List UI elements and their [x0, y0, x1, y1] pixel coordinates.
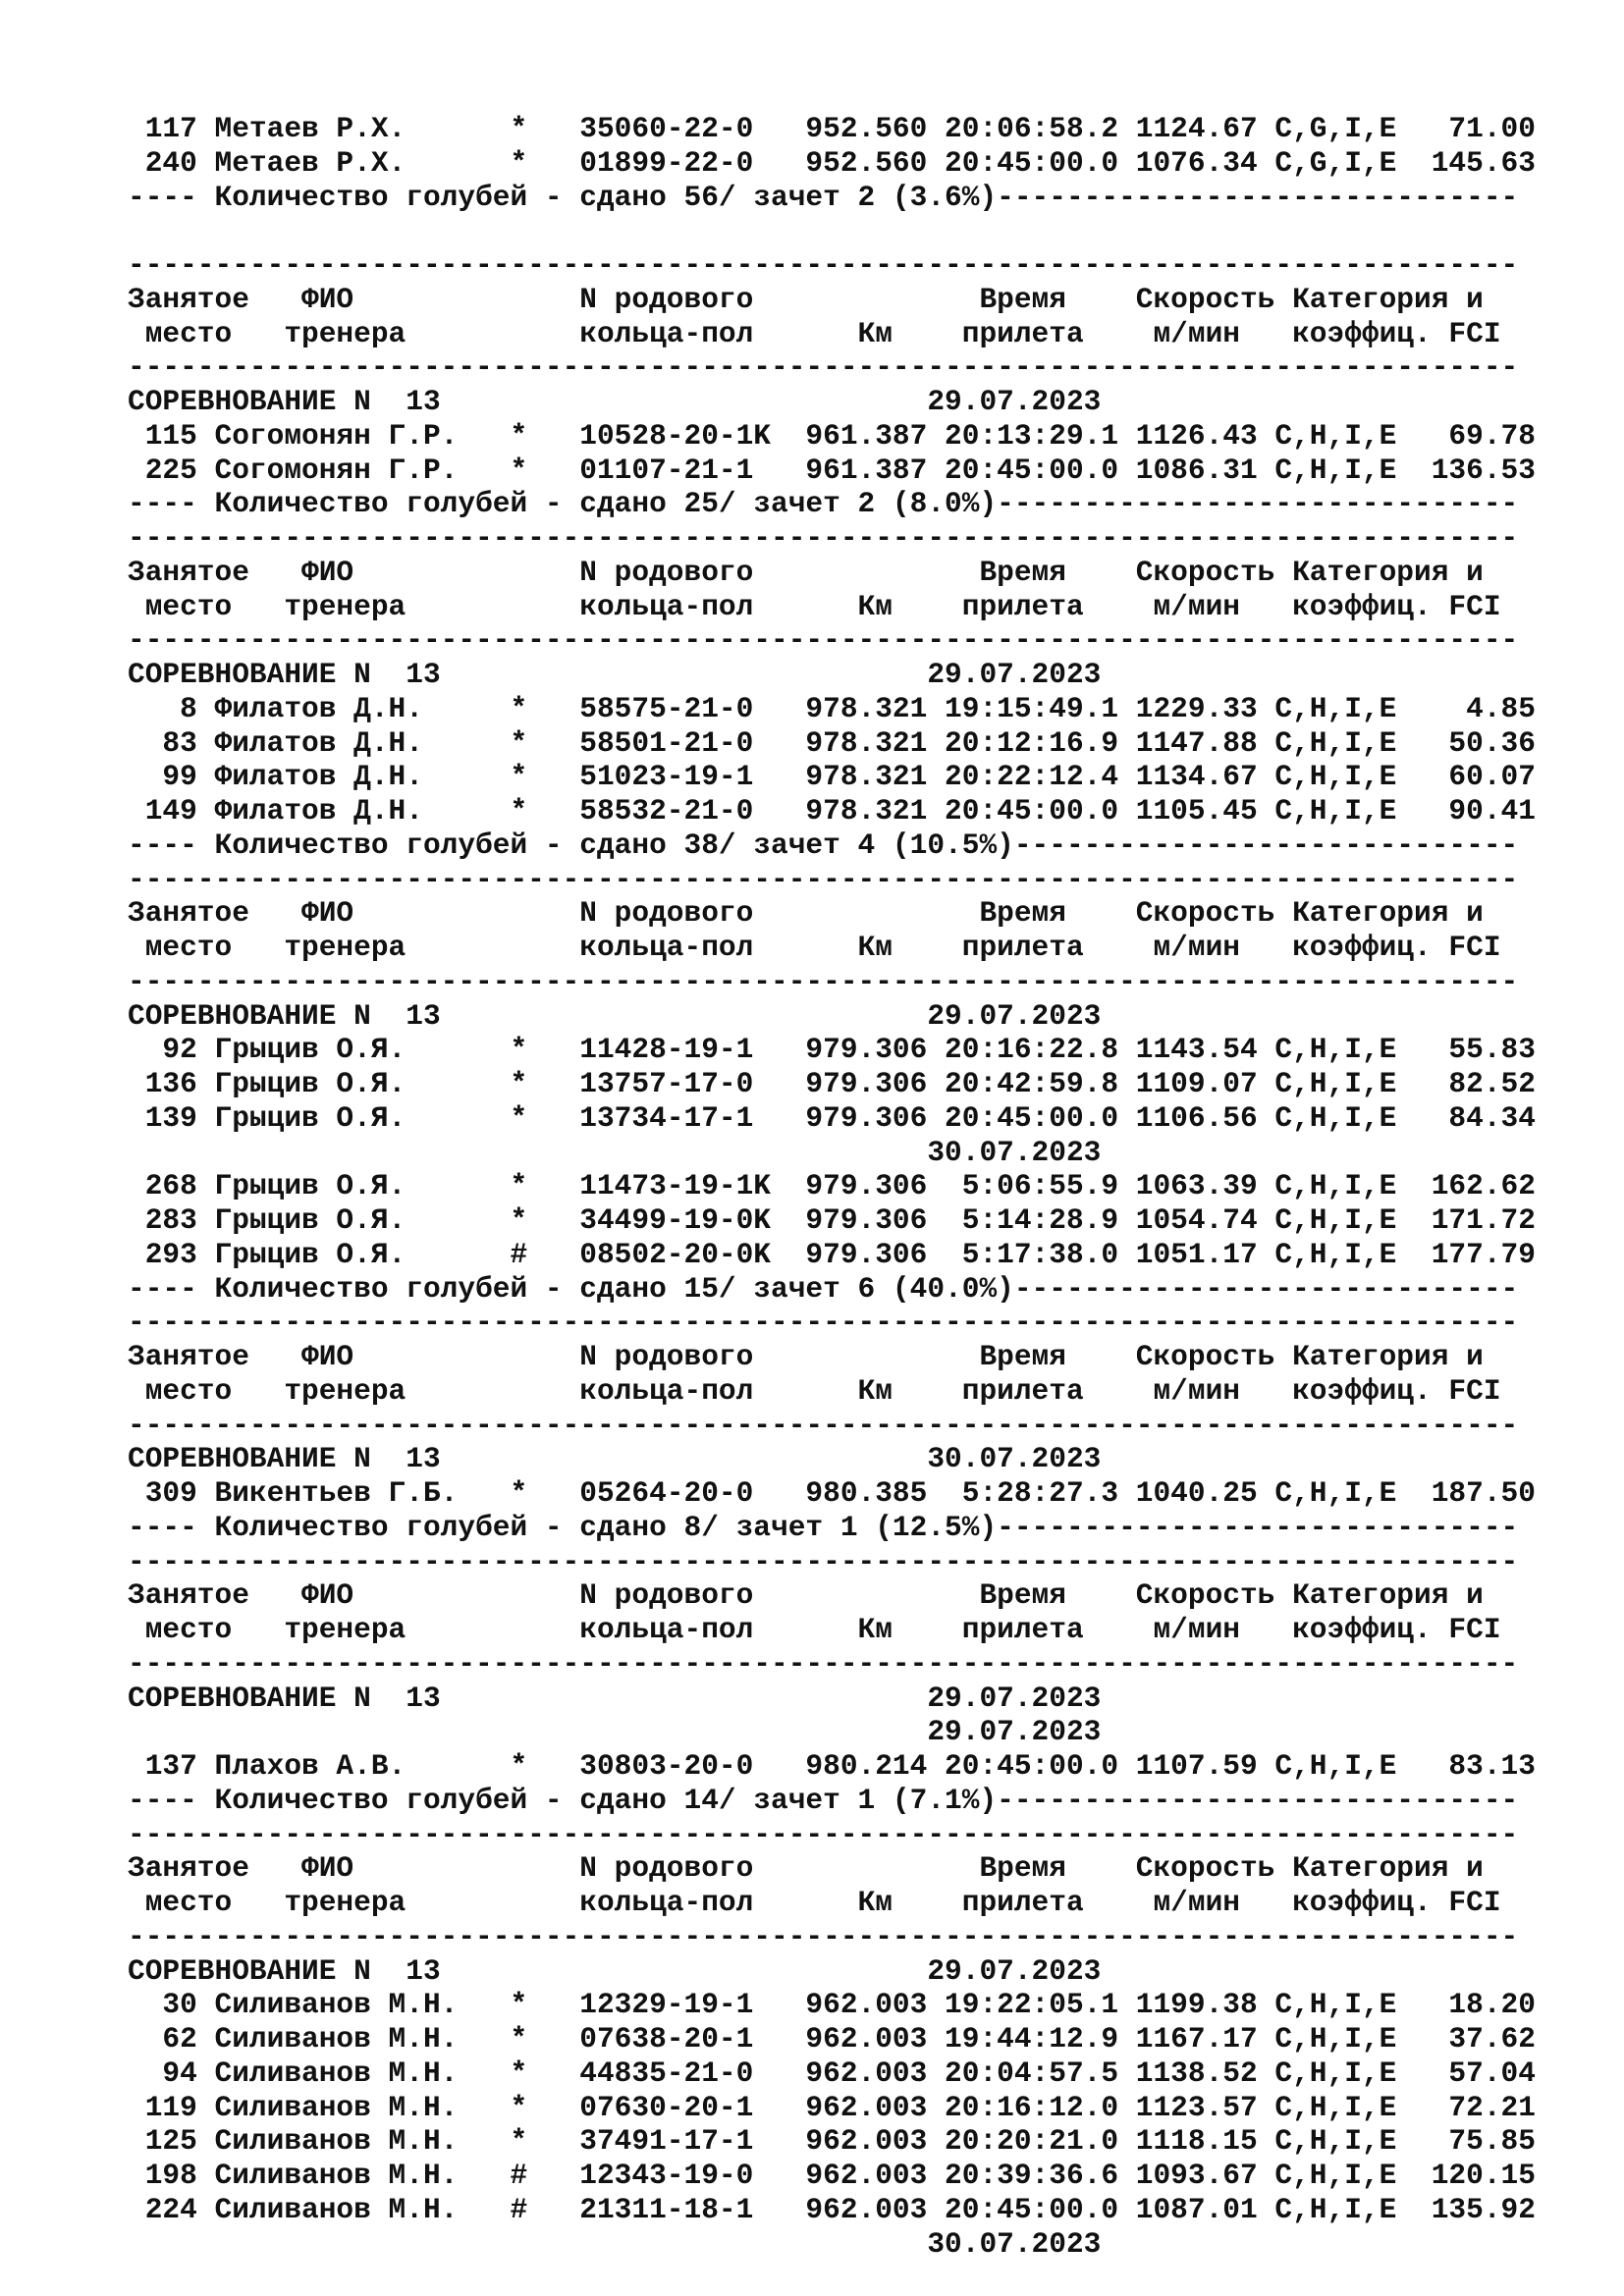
- report-line: --------------------------------------------------------------------------------: [128, 521, 1519, 555]
- report-line: 268 Грыцив О.Я. * 11473-19-1K 979.306 5:06:55.9 1063.39 C,H,I,E 162.62: [128, 1169, 1536, 1203]
- report-line: 224 Силиванов М.Н. # 21311-18-1 962.003 20:45:00.0 1087.01 C,H,I,E 135.92: [128, 2192, 1536, 2226]
- report-line: 119 Силиванов М.Н. * 07630-20-1 962.003 20:16:12.0 1123.57 C,H,I,E 72.21: [128, 2090, 1536, 2124]
- report-line: Занятое ФИО N родового Время Скорость Категория и: [128, 1340, 1484, 1373]
- report-line: Занятое ФИО N родового Время Скорость Категория и: [128, 555, 1484, 589]
- report-line: 225 Согомонян Г.Р. * 01107-21-1 961.387 20:45:00.0 1086.31 C,H,I,E 136.53: [128, 453, 1536, 487]
- report-line: СОРЕВНОВАНИЕ N 13 29.07.2023: [128, 1953, 1102, 1988]
- report-line: место тренера кольца-пол Км прилета м/мин коэффиц. FCI: [128, 931, 1501, 964]
- report-line: --------------------------------------------------------------------------------: [128, 1306, 1519, 1340]
- report-line: Занятое ФИО N родового Время Скорость Категория и: [128, 1851, 1484, 1886]
- report-line: ---- Количество голубей - сдано 56/ зачет 2 (3.6%)------------------------------: [128, 180, 1519, 214]
- report-line: СОРЕВНОВАНИЕ N 13 29.07.2023: [128, 385, 1102, 418]
- report-line: --------------------------------------------------------------------------------: [128, 1544, 1519, 1578]
- report-line: 30.07.2023: [128, 1135, 1102, 1169]
- report-line: 115 Согомонян Г.Р. * 10528-20-1K 961.387 20:13:29.1 1126.43 C,H,I,E 69.78: [128, 418, 1536, 453]
- report-line: 62 Силиванов М.Н. * 07638-20-1 962.003 19:44:12.9 1167.17 C,H,I,E 37.62: [128, 2022, 1536, 2056]
- report-line: СОРЕВНОВАНИЕ N 13 29.07.2023: [128, 998, 1102, 1033]
- report-line: 149 Филатов Д.Н. * 58532-21-0 978.321 20:45:00.0 1105.45 C,H,I,E 90.41: [128, 794, 1536, 828]
- report-line: 94 Силиванов М.Н. * 44835-21-0 962.003 20:04:57.5 1138.52 C,H,I,E 57.04: [128, 2056, 1536, 2090]
- report-line: 8 Филатов Д.Н. * 58575-21-0 978.321 19:15:49.1 1229.33 C,H,I,E 4.85: [128, 691, 1536, 725]
- report-line: 92 Грыцив О.Я. * 11428-19-1 979.306 20:16:22.8 1143.54 C,H,I,E 55.83: [128, 1033, 1536, 1067]
- report-line: 29.07.2023: [128, 1715, 1102, 1749]
- report-line: Занятое ФИО N родового Время Скорость Категория и: [128, 1578, 1484, 1613]
- report-line: ---- Количество голубей - сдано 15/ зачет 6 (40.0%)-----------------------------: [128, 1271, 1519, 1306]
- report-line: --------------------------------------------------------------------------------: [128, 1817, 1519, 1851]
- report-line: ---- Количество голубей - сдано 8/ зачет 1 (12.5%)------------------------------: [128, 1510, 1519, 1544]
- report-line: --------------------------------------------------------------------------------: [128, 1408, 1519, 1442]
- report-line: 293 Грыцив О.Я. # 08502-20-0K 979.306 5:17:38.0 1051.17 C,H,I,E 177.79: [128, 1237, 1536, 1271]
- report-line: 136 Грыцив О.Я. * 13757-17-0 979.306 20:42:59.8 1109.07 C,H,I,E 82.52: [128, 1067, 1536, 1100]
- report-line: 30.07.2023: [128, 2226, 1102, 2261]
- report-line: место тренера кольца-пол Км прилета м/мин коэффиц. FCI: [128, 1613, 1501, 1646]
- report-line: 30 Силиванов М.Н. * 12329-19-1 962.003 19:22:05.1 1199.38 C,H,I,E 18.20: [128, 1988, 1536, 2022]
- report-line: --------------------------------------------------------------------------------: [128, 350, 1519, 385]
- report-line: место тренера кольца-пол Км прилета м/мин коэффиц. FCI: [128, 1886, 1501, 1919]
- report-line: 125 Силиванов М.Н. * 37491-17-1 962.003 20:20:21.0 1118.15 C,H,I,E 75.85: [128, 2124, 1536, 2159]
- report-line: место тренера кольца-пол Км прилета м/мин коэффиц. FCI: [128, 1373, 1501, 1408]
- report-line: --------------------------------------------------------------------------------: [128, 248, 1519, 282]
- report-line: СОРЕВНОВАНИЕ N 13 30.07.2023: [128, 1442, 1102, 1476]
- report-line: 198 Силиванов М.Н. # 12343-19-0 962.003 20:39:36.6 1093.67 C,H,I,E 120.15: [128, 2159, 1536, 2192]
- report-line: 117 Метаев Р.Х. * 35060-22-0 952.560 20:06:58.2 1124.67 C,G,I,E 71.00: [128, 112, 1536, 145]
- report-line: ---- Количество голубей - сдано 25/ зачет 2 (8.0%)------------------------------: [128, 487, 1519, 521]
- report-line: ---- Количество голубей - сдано 14/ зачет 1 (7.1%)------------------------------: [128, 1783, 1519, 1817]
- report-line: 139 Грыцив О.Я. * 13734-17-1 979.306 20:45:00.0 1106.56 C,H,I,E 84.34: [128, 1100, 1536, 1135]
- report-line: СОРЕВНОВАНИЕ N 13 29.07.2023: [128, 1681, 1102, 1715]
- report-line: СОРЕВНОВАНИЕ N 13 29.07.2023: [128, 658, 1102, 691]
- report-line: 83 Филатов Д.Н. * 58501-21-0 978.321 20:12:16.9 1147.88 C,H,I,E 50.36: [128, 725, 1536, 760]
- report-line: --------------------------------------------------------------------------------: [128, 862, 1519, 896]
- report-line: 99 Филатов Д.Н. * 51023-19-1 978.321 20:22:12.4 1134.67 C,H,I,E 60.07: [128, 760, 1536, 794]
- report-line: --------------------------------------------------------------------------------: [128, 623, 1519, 658]
- report-line: --------------------------------------------------------------------------------: [128, 1646, 1519, 1681]
- report-line: 309 Викентьев Г.Б. * 05264-20-0 980.385 5:28:27.3 1040.25 C,H,I,E 187.50: [128, 1476, 1536, 1510]
- report-line: место тренера кольца-пол Км прилета м/мин коэффиц. FCI: [128, 316, 1501, 350]
- report-line: 137 Плахов А.В. * 30803-20-0 980.214 20:45:00.0 1107.59 C,H,I,E 83.13: [128, 1749, 1536, 1783]
- results-report: [128, 112, 1536, 2261]
- report-line: 283 Грыцив О.Я. * 34499-19-0K 979.306 5:14:28.9 1054.74 C,H,I,E 171.72: [128, 1203, 1536, 1237]
- report-line: [128, 214, 1536, 248]
- report-line: --------------------------------------------------------------------------------: [128, 964, 1519, 998]
- report-line: место тренера кольца-пол Км прилета м/мин коэффиц. FCI: [128, 589, 1501, 623]
- report-line: Занятое ФИО N родового Время Скорость Категория и: [128, 896, 1484, 931]
- report-line: --------------------------------------------------------------------------------: [128, 1919, 1519, 1953]
- report-line: 240 Метаев Р.Х. * 01899-22-0 952.560 20:45:00.0 1076.34 C,G,I,E 145.63: [128, 145, 1536, 180]
- report-line: Занятое ФИО N родового Время Скорость Категория и: [128, 282, 1484, 316]
- report-line: ---- Количество голубей - сдано 38/ зачет 4 (10.5%)-----------------------------: [128, 828, 1519, 862]
